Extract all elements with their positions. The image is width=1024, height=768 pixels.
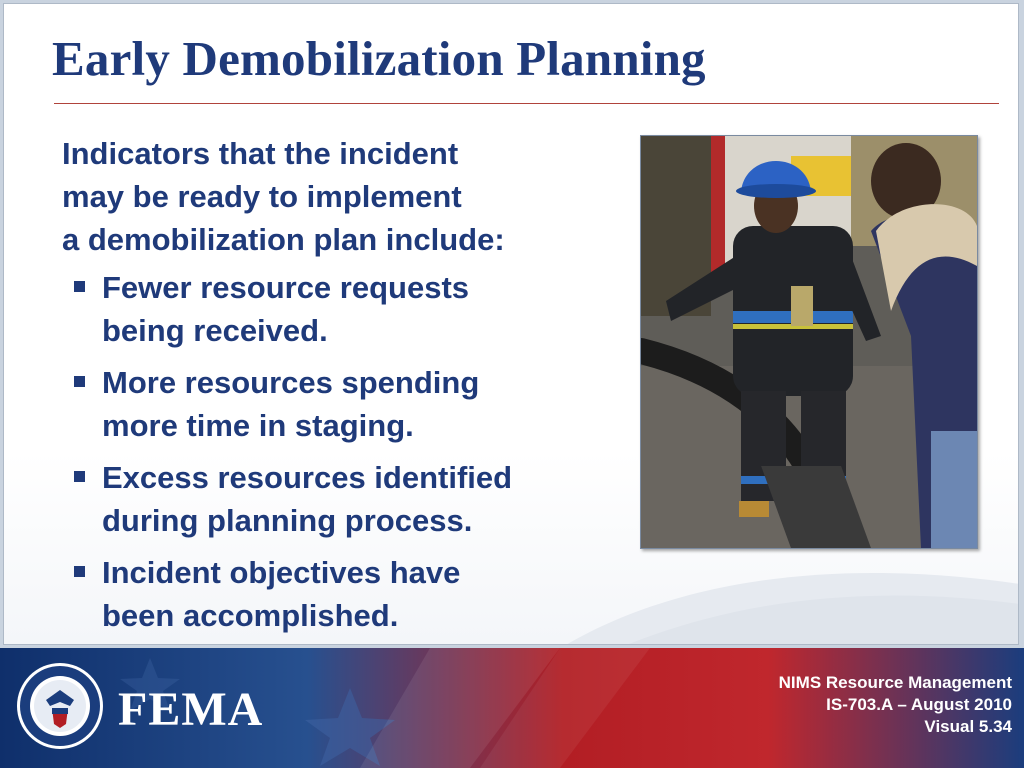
bullet-item — [66, 456, 606, 542]
title-divider — [54, 103, 999, 104]
course-id: IS-703.A – August 2010 — [826, 695, 1012, 714]
course-title: NIMS Resource Management — [778, 673, 1012, 692]
footer-course-info — [779, 672, 1012, 738]
square-bullet-icon — [74, 566, 85, 577]
dhs-seal-icon — [16, 662, 104, 750]
bullet-item — [66, 551, 606, 637]
bullet-item — [66, 266, 606, 352]
bullet-line: during planning process. — [102, 503, 473, 538]
firefighter-photo — [640, 135, 978, 549]
bullet-list — [66, 266, 606, 645]
bullet-item — [66, 361, 606, 447]
square-bullet-icon — [74, 281, 85, 292]
intro-line: may be ready to implement — [62, 179, 462, 214]
intro-text — [62, 132, 602, 261]
square-bullet-icon — [74, 376, 85, 387]
bullet-line: more time in staging. — [102, 408, 414, 443]
intro-line: Indicators that the incident — [62, 136, 459, 171]
bullet-line: More resources spending — [102, 365, 480, 400]
bullet-line: been accomplished. — [102, 598, 399, 633]
bullet-line: Incident objectives have — [102, 555, 461, 590]
fema-logo: FEMA — [118, 683, 264, 736]
footer-banner — [0, 648, 1024, 768]
bullet-line: being received. — [102, 313, 328, 348]
bullet-line: Excess resources identified — [102, 460, 513, 495]
bullet-line: Fewer resource requests — [102, 270, 470, 305]
visual-number: Visual 5.34 — [924, 717, 1012, 736]
slide-canvas — [3, 3, 1019, 645]
square-bullet-icon — [74, 471, 85, 482]
intro-line: a demobilization plan include: — [62, 222, 505, 257]
slide-title: Early Demobilization Planning — [52, 31, 706, 86]
